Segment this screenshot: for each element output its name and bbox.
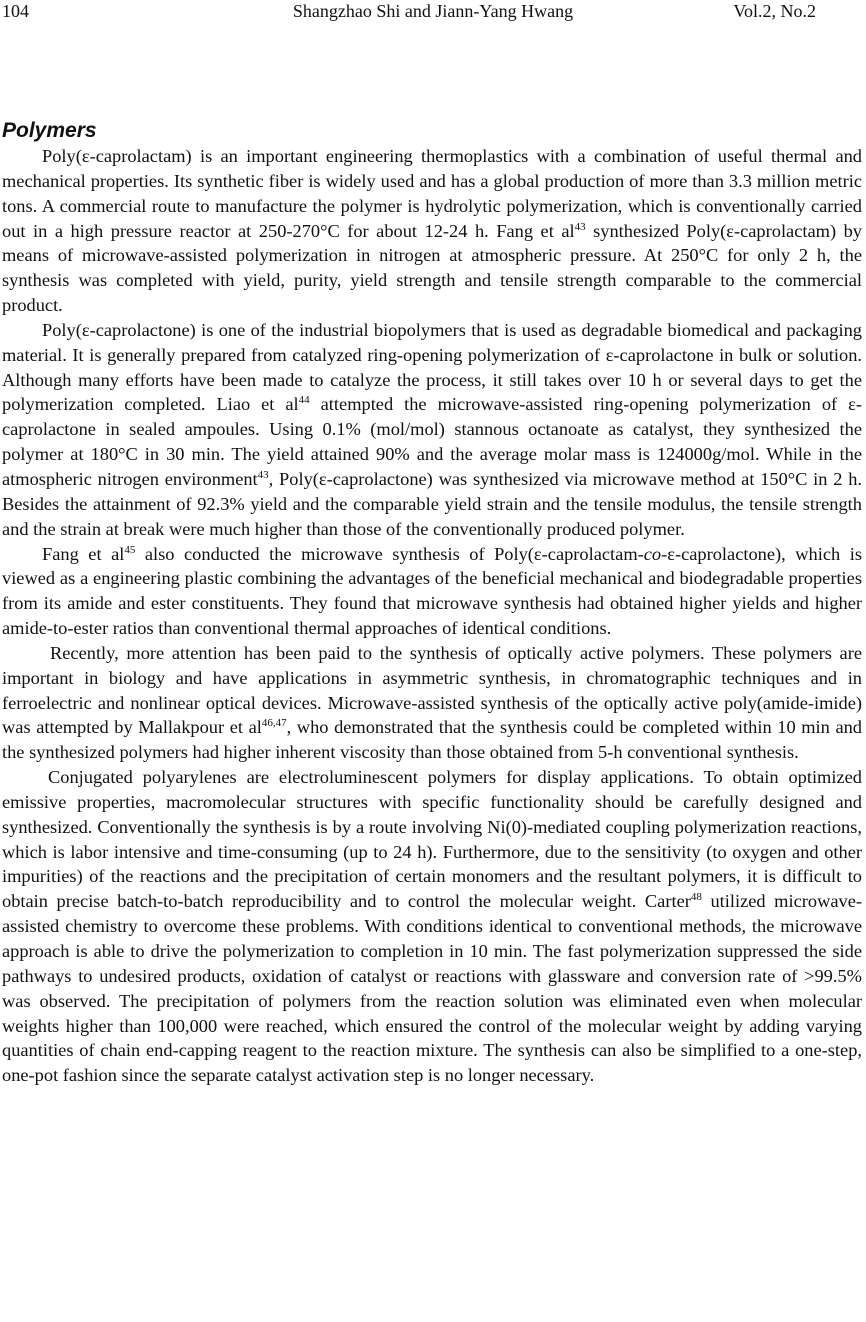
paragraph-conjugated-polyarylenes (2, 765, 862, 1088)
paragraph-text: synthesized Poly(ε-caprolactam) by means of microwave-assisted polymerization in nitrogen at atmospheric pressure. At 250°C for only 2 h, the synthesis was completed with yield, purity, yield strength and tensile strength comparable to the commercial product. (2, 220, 862, 316)
paragraph-text: Conjugated polyarylenes are electroluminescent polymers for display applications. To obtain optimized emissive properties, macromolecular structures with specific functionality should be carefully designed and synthesized. Conventionally the synthesis is by a route involving Ni(0)-mediated coupling polymerization reactions, which is labor intensive and time-consuming (up to 24 h). Furthermore, due to the sensitivity (to oxygen and other impurities) of the reactions and the precipitation of certain monomers and the resultant polymers, it is difficult to obtain precise batch-to-batch reproducibility and to control the molecular weight. Carter (2, 767, 862, 912)
citation-ref: 48 (690, 891, 702, 904)
citation-ref: 43 (257, 468, 269, 481)
paragraph-copolymer (2, 542, 862, 641)
citation-ref: 46, (261, 717, 276, 730)
running-header (2, 0, 864, 22)
paragraph-text: also conducted the microwave synthesis of Poly(ε-caprolactam- (135, 543, 644, 564)
paragraph-poly-caprolactam (2, 144, 862, 318)
paragraph-poly-caprolactone (2, 318, 862, 542)
paragraph-text: Fang et al (42, 543, 125, 564)
paragraph-text: , who demonstrated that the synthesis could be completed within 10 min and the synthesized polymers had higher inherent viscosity than those obtained from 5-h conventional synthesis. (2, 717, 862, 763)
running-title-authors: Shangzhao Shi and Jiann-Yang Hwang (292, 1, 574, 21)
section-title: Polymers (2, 119, 97, 142)
paragraph-text: Poly(ε-caprolactam) is an important engineering thermoplastics with a combination of useful thermal and mechanical properties. Its synthetic fiber is widely used and has a global production of more than 3.3 million metric tons. A commercial route to manufacture the polymer is hydrolytic polymerization, which is conventionally carried out in a high pressure reactor at 250-270°C for about 12-24 h. Fang et al (2, 146, 862, 241)
page-number: 104 (2, 1, 29, 21)
citation-ref: 47 (275, 717, 287, 730)
paragraph-optically-active (2, 641, 862, 765)
paragraph-text: -ε-caprolactone), which is viewed as a engineering plastic combining the advantages of the beneficial mechanical and biodegradable properties from its amide and ester constituents. They found that microwave synthesis had obtained higher yields and higher amide-to-ester ratios than conventional thermal approaches of identical conditions. (2, 543, 862, 639)
citation-ref: 44 (298, 394, 310, 407)
paragraph-text: , Poly(ε-caprolactone) was synthesized via microwave method at 150°C in 2 h. Besides the attainment of 92.3% yield and the comparable yield strain and the tensile modulus, the tensile strength and the strain at break were much higher than those of the conventionally produced polymer. (2, 468, 863, 539)
citation-ref: 45 (124, 543, 136, 556)
body-text (2, 144, 862, 1088)
paragraph-text: utilized microwave-assisted chemistry to overcome these problems. With conditions identical to conventional methods, the microwave approach is able to drive the polymerization to completion in 10 min. The fast polymerization suppressed the side pathways to undesired products, oxidation of catalyst or reactions with glassware and conversion rate of >99.5% was observed. The precipitation of polymers from the reaction solution was eliminated even when molecular weights higher than 100,000 were reached, which ensured the control of the molecular weight by adding varying quantities of chain end-capping reagent to the reaction mixture. The synthesis can also be simplified to a one-step, one-pot fashion since the separate catalyst activation step is no longer necessary. (2, 891, 863, 1086)
paragraph-text: Poly(ε-caprolactone) is one of the industrial biopolymers that is used as degradable biomedical and packaging material. It is generally prepared from catalyzed ring-opening polymerization of ε-caprolactone in bulk or solution. Although many efforts have been made to catalyze the process, it still takes over 10 h or several days to get the polymerization completed. Liao et al (2, 319, 862, 415)
paragraph-text: Recently, more attention has been paid to the synthesis of optically active polymers. These polymers are important in biology and have applications in asymmetric synthesis, in chromatographic techniques and in ferroelectric and nonlinear optical devices. Microwave-assisted synthesis of the optically active poly(amide-imide) was attempted by Mallakpour et al (2, 642, 862, 738)
italic-text: co (643, 543, 662, 564)
citation-ref: 43 (574, 220, 586, 233)
paragraph-text: attempted the microwave-assisted ring-opening polymerization of ε-caprolactone in sealed ampoules. Using 0.1% (mol/mol) stannous octanoate as catalyst, they synthesized the polymer at 180°C in 30 min. The yield attained 90% and the average molar mass is 124000g/mol. While in the atmospheric nitrogen environment (2, 394, 862, 489)
volume-issue: Vol.2, No.2 (733, 1, 816, 21)
